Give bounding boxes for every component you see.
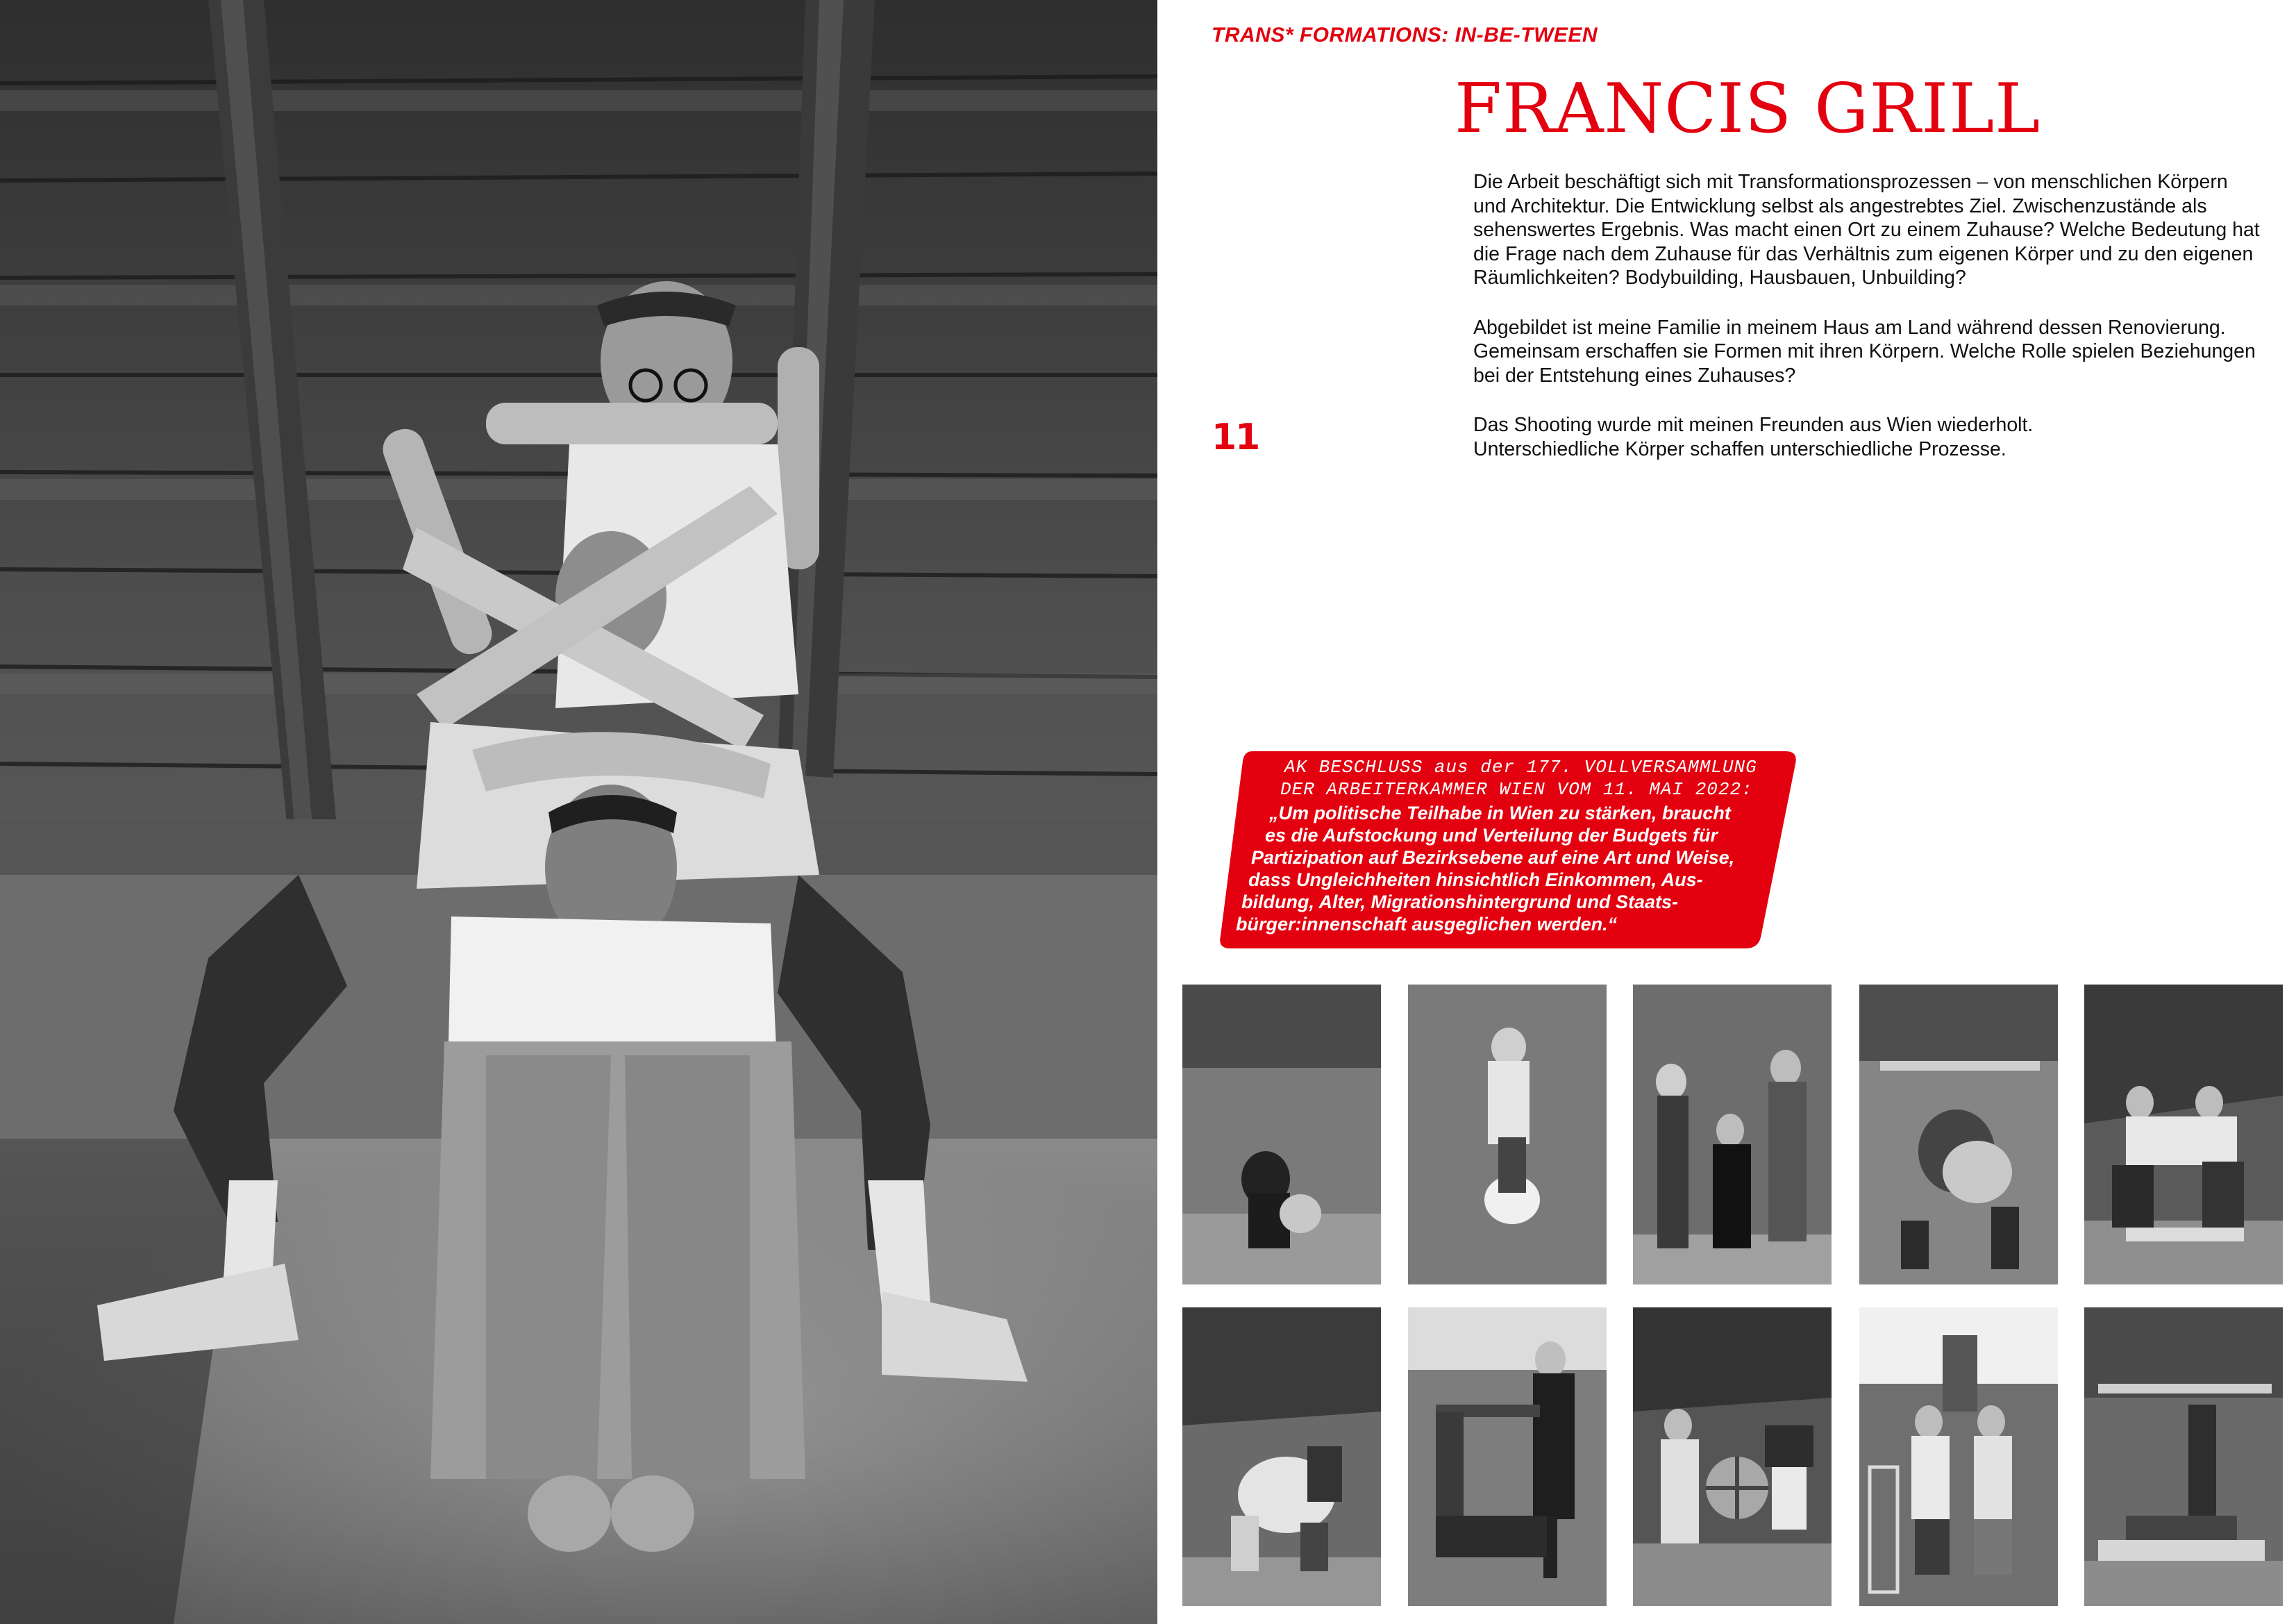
quote-line: DER ARBEITERKAMMER WIEN VOM 11. MAI 2022:	[1280, 779, 1753, 800]
quote-box	[1216, 748, 1800, 951]
thumbnail-photo	[1859, 1307, 2058, 1606]
statement-paragraph: Abgebildet ist meine Familie in meinem Haus am Land während dessen Renovierung. Gemeinsam erschaffen sie Formen mit ihren Körpern. Welche Rolle spielen Beziehungen bei der Entstehung eines Zuhauses?	[1473, 316, 2256, 387]
thumbnail-photo	[1633, 1307, 1832, 1606]
quote-text	[1216, 748, 1800, 951]
quote-line: bürger:innenschaft ausgeglichen werden.“	[1236, 914, 1618, 935]
statement-paragraph: Das Shooting wurde mit meinen Freunden aus Wien wiederholt. Unterschiedliche Körper schaffen unterschiedliche Prozesse.	[1473, 414, 2034, 460]
quote-line: AK BESCHLUSS aus der 177. VOLLVERSAMMLUNG	[1284, 757, 1757, 778]
quote-line: Partizipation auf Bezirksebene auf eine Art und Weise,	[1251, 847, 1735, 868]
series-title: TRANS* FORMATIONS: IN-BE-TWEEN	[1212, 24, 1598, 47]
statement-paragraph: Die Arbeit beschäftigt sich mit Transformationsprozessen – von menschlichen Körpern und Architektur. Die Entwicklung selbst als angestrebtes Ziel. Zwischenzustände als sehenswertes Ergebnis. Was macht einen Ort zu einem Zuhause? Welche Bedeutung hat die Frage nach dem Zuhause für das Verhältnis zum eigenen Körper und zu den eigenen Räumlichkeiten? Bodybuilding, Hausbauen, Unbuilding?	[1473, 171, 2260, 289]
thumbnail-photo	[1182, 985, 1381, 1284]
quote-line: es die Aufstockung und Verteilung der Budgets für	[1265, 825, 1718, 846]
quote-line: bildung, Alter, Migrationshintergrund und Staats-	[1241, 891, 1678, 912]
artist-name: FRANCIS GRILL	[1455, 69, 2041, 149]
quote-line: „Um politische Teilhabe in Wien zu stärken, braucht	[1269, 803, 1731, 823]
thumbnail-photo	[2084, 985, 2283, 1284]
page-number: 11	[1212, 417, 1259, 458]
quote-line: dass Ungleichheiten hinsichtlich Einkommen, Aus-	[1248, 869, 1703, 890]
thumbnail-photo	[1182, 1307, 1381, 1606]
thumbnail-photo	[1859, 985, 2058, 1284]
thumbnail-photo	[1408, 985, 1607, 1284]
artist-statement	[1473, 170, 2282, 487]
thumbnail-photo	[1408, 1307, 1607, 1606]
thumbnail-photo	[1633, 985, 1832, 1284]
thumbnail-photo	[2084, 1307, 2283, 1606]
